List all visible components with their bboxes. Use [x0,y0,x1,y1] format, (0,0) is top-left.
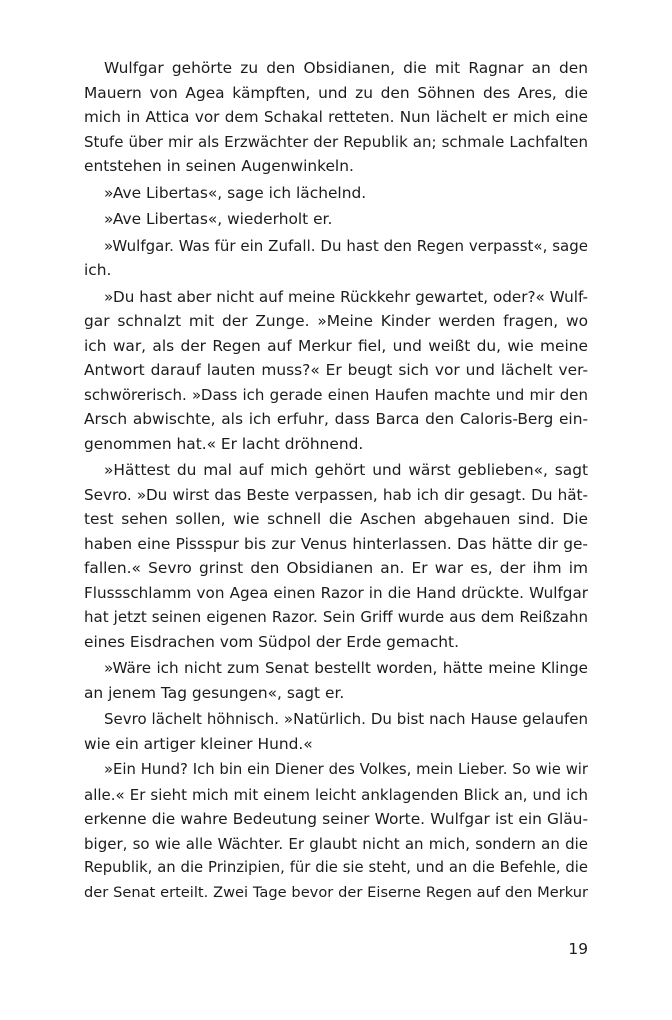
text-line: »Du hast aber nicht auf meine Rückkehr gewartet, oder?« Wulf- [104,287,588,306]
text-line: Wulfgar gehörte zu den Obsidianen, die mit Ragnar an den [104,59,588,77]
text-line: »Wäre ich nicht zum Senat bestellt worden, hätte meine Klinge [104,659,588,677]
text-line: hat jetzt seinen eigenen Razor. Sein Griff wurde aus dem Reißzahn [84,608,588,626]
text-line: schwörerisch. »Dass ich gerade einen Haufen machte und mir den [84,385,588,404]
text-line: alle.« Er sieht mich mit einem leicht anklagenden Blick an, und ich [84,785,588,804]
text-line: Mauern von Agea kämpften, und zu den Söhnen des Ares, die [84,83,588,102]
page-number: 19 [568,940,588,958]
text-line: ich. [84,261,112,279]
text-line: test sehen sollen, wie schnell die Aschen abgehauen sind. Die [84,510,588,528]
text-line: »Wulfgar. Was für ein Zufall. Du hast den Regen verpasst«, sage [104,236,588,255]
text-line: »Hättest du mal auf mich gehört und wärst geblieben«, sagt [104,461,588,479]
text-line: der Senat erteilt. Zwei Tage bevor der Eiserne Regen auf den Merkur [84,883,588,901]
text-line: entstehen in seinen Augenwinkeln. [84,157,354,175]
text-line: Sevro lächelt höhnisch. »Natürlich. Du bist nach Hause gelaufen [104,710,588,728]
text-line: Antwort darauf lauten muss?« Er beugt sich vor und lächelt ver- [84,361,588,379]
text-line: »Ave Libertas«, sage ich lächelnd. [104,183,367,202]
text-line: Stufe über mir als Erzwächter der Republik an; schmale Lachfalten [84,132,588,151]
text-line: Republik, an die Prinzipien, für die sie steht, und an die Befehle, die [84,859,588,876]
text-line: haben eine Pissspur bis zur Venus hinterlassen. Das hätte dir ge- [84,534,588,553]
text-line: an jenem Tag gesungen«, sagt er. [84,683,345,702]
text-line: fallen.« Sevro grinst den Obsidianen an. Er war es, der ihm im [84,559,588,577]
text-line: biger, so wie alle Wächter. Er glaubt nicht an mich, sondern an die [84,834,588,853]
text-line: erkenne die wahre Bedeutung seiner Worte. Wulfgar ist ein Gläu- [84,810,588,828]
body-text [84,56,588,905]
text-line: ich war, als der Regen auf Merkur fiel, und weißt du, wie meine [84,336,588,355]
text-line: gar schnalzt mit der Zunge. »Meine Kinder werden fragen, wo [84,312,588,330]
text-line: mich in Attica vor dem Schakal retteten. Nun lächelt er mich eine [84,108,588,126]
text-line: Flussschlamm von Agea einen Razor in die Hand drückte. Wulfgar [84,583,588,602]
text-line: »Ein Hund? Ich bin ein Diener des Volkes, mein Lieber. So wie wir [104,761,588,778]
text-line: Arsch abwischte, als ich erfuhr, dass Barca den Caloris-Berg ein- [84,410,588,428]
text-line: genommen hat.« Er lacht dröhnend. [84,434,364,453]
text-line: eines Eisdrachen vom Südpol der Erde gemacht. [84,632,459,651]
text-line: »Ave Libertas«, wiederholt er. [104,210,333,228]
text-line: wie ein artiger kleiner Hund.« [84,734,313,753]
text-line: Sevro. »Du wirst das Beste verpassen, hab ich dir gesagt. Du hät- [84,485,588,504]
